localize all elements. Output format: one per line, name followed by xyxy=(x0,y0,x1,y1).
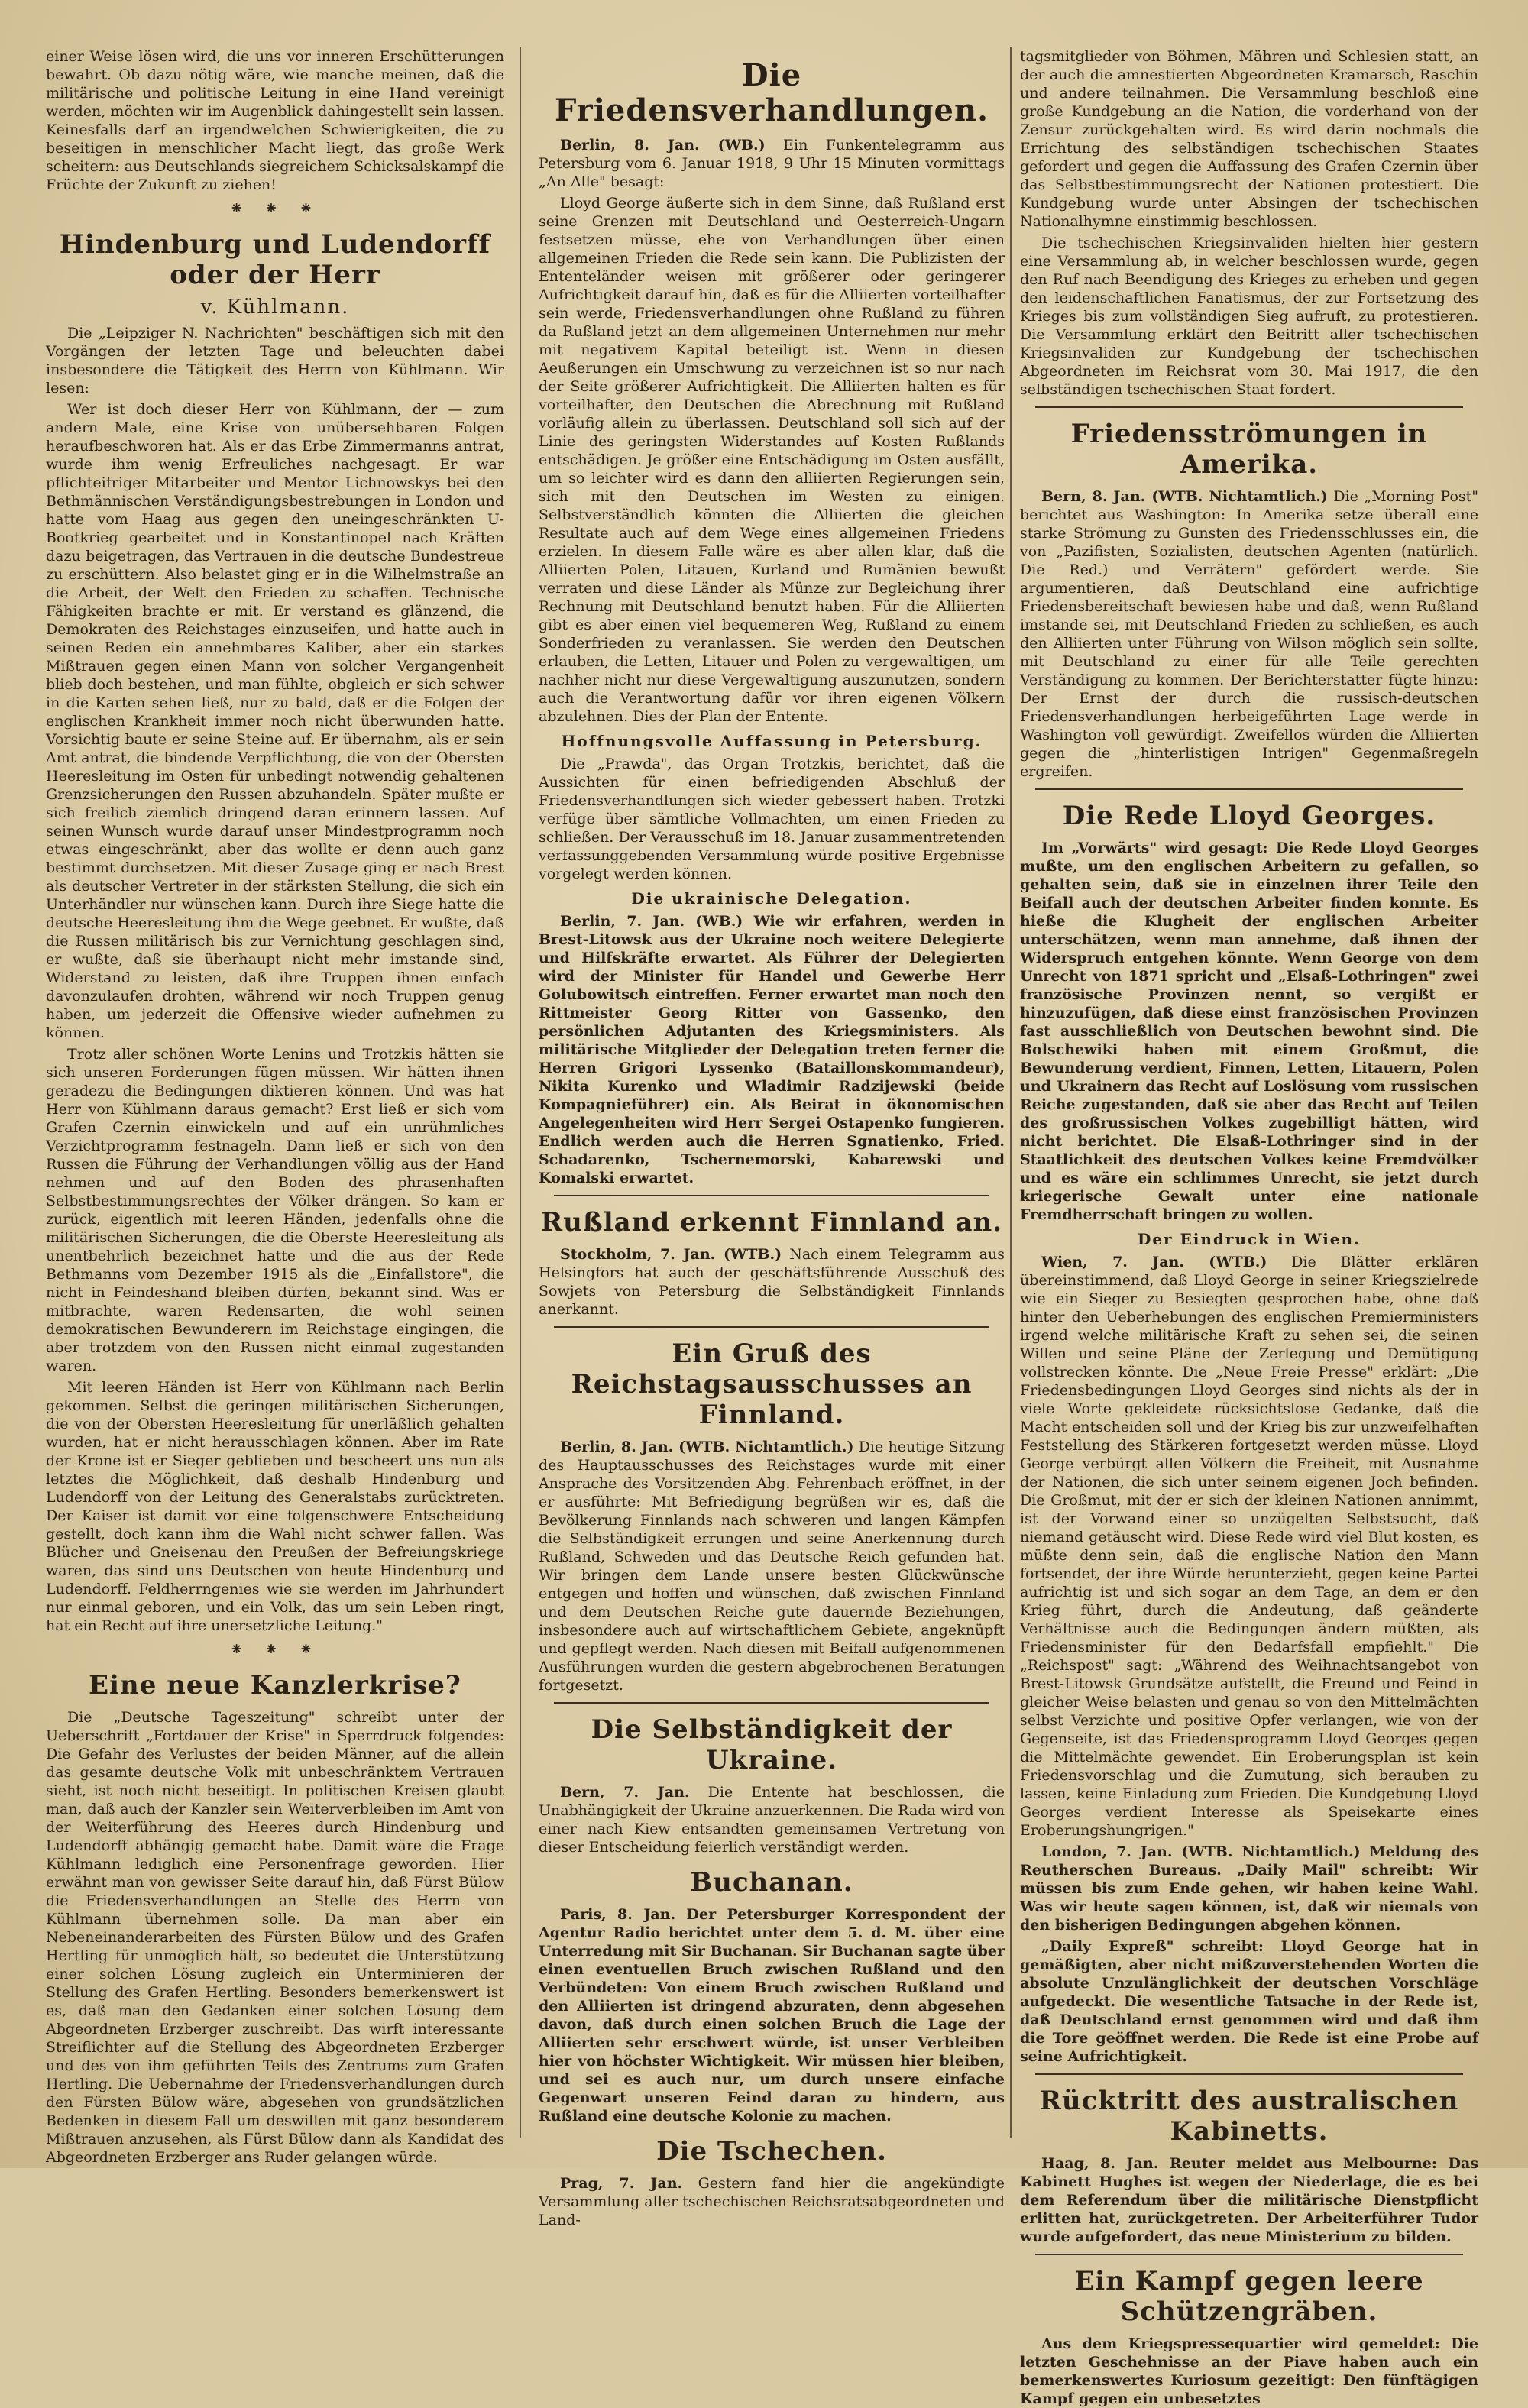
article-text: Der Petersburger Korrespondent der Agentur Radio berichtet unter dem 5. d. M. über eine Unterredung mit Sir Buchanan. Sir Buchanan sagte über einen eventuellen Bruch zwischen Rußland und den Verbündeten: Von einem Bruch zwischen Rußland und den Alliierten ist dringend abzuraten, denn abgesehen davon, daß durch einen solchen Bruch die Lage der Alliierten sehr erschwert würde, ist unser Verbleiben hier von höchster Wichtigkeit. Wir müssen hier bleiben, und sei es auch nur, um durch unsere einfache Gegenwart unseren Feind daran zu hindern, aus Rußland eine deutsche Kolonie zu machen. xyxy=(539,1906,1005,2125)
article-text: Wie wir erfahren, werden in Brest-Litowsk aus der Ukraine noch weitere Delegierte und Hilfskräfte erwartet. Als Führer der Delegierten wird der Minister für Handel und Gewerbe Herr Golubowitsch eintreffen. Ferner erwartet man noch den Rittmeister Georg Ritter von Gassenko, den persönlichen Adjutanten des Kriegsministers. Als militärische Mitglieder der Delegation treten ferner die Herren Grigori Lyssenko (Bataillonskommandeur), Nikita Kurenko und Wladimir Radzijewski (beide Kompagnieführer) ein. Als Beirat in ökonomischen Angelegenheiten wird Herr Sergei Ostapenko fungieren. Endlich werden auch die Herren Sgnatienko, Fried. Schadarenko, Tschernemorski, Kabarewski und Komalski erwartet. xyxy=(539,913,1005,1186)
article-text: Trotz aller schönen Worte Lenins und Trotzkis hätten sie sich unseren Forderungen fügen müssen. Wir hätten ihnen geradezu die Bedingungen diktieren können. Und was hat Herr von Kühlmann daraus gemacht? Erst ließ er sich vom Grafen Czernin einwickeln und auf ein unrühmliches Verzichtprogramm festnageln. Dann ließ er sich von den Russen die Führung der Verhandlungen völlig aus der Hand nehmen und auf den Boden des phrasenhaften Selbstbestimmungsrechtes der Völker drängen. So kam er zurück, eigentlich mit leeren Händen, jedenfalls ohne die militärischen Sicherungen, die die Oberste Heeresleitung als unentbehrlich bezeichnet hatte und die aus der Rede Bethmanns vom Dezember 1915 als die „Einfallstore", die nicht in Feindeshand bleiben dürfen, bekannt sind. Was er mitbrachte, waren Redensarten, die wohl seinen demokratischen Bewunderern im Reichstage eingingen, die aber trotzdem von den Russen nicht einmal zugestanden waren. xyxy=(46,1046,504,1374)
headline: Rücktritt des australischen Kabinetts. xyxy=(1039,2086,1459,2147)
headline: Die Selbständigkeit der Ukraine. xyxy=(591,1714,953,1775)
dateline: Stockholm, 7. Jan. (WTB.) xyxy=(560,1246,782,1263)
subheadline: Die ukrainische Delegation. xyxy=(631,889,912,908)
headline: Hindenburg und Ludendorff oder der Herr xyxy=(59,229,491,290)
divider xyxy=(1035,2073,1463,2075)
article-text: Lloyd George äußerte sich in dem Sinne, daß Rußland erst seine Grenzen mit Deutschland und Oesterreich-Ungarn festsetzen müsse, ehe von Verhandlungen über einen allgemeinen Frieden die Rede sein kann. Die Publizisten der Ententeländer weisen mit größerer oder geringerer Aufrichtigkeit darauf hin, daß es für die Alliierten vorteilhafter sein werde, Friedensverhandlungen ohne Rußland zu führen da Rußland jetzt an dem allgemeinen Unternehmen nur mehr mit negativem Kapital beteiligt ist. Wenn in diesen Aeußerungen ein Umschwung zu verzeichnen ist so nur nach der Seite größerer Aufrichtigkeit. Die Alliierten halten es für vorteilhafter, den Deutschen die Abrechnung mit Rußland vorläufig allein zu überlassen. Deutschland soll sich auf der Linie des geringsten Widerstandes auf Kosten Rußlands entschädigen. Je größer eine Entschädigung im Osten ausfällt, um so leichter wird es dann den alliierten Regierungen sein, sich mit den Deutschen im Westen zu einigen. Selbstverständlich könnten die Alliierten die gleichen Resultate auch auf dem Wege eines allgemeinen Friedens erzielen. In diesem Falle wäre es aber allen klar, daß die Alliierten Polen, Litauen, Kurland und Rumänien bewußt verraten und diese Länder als Münze zur Begleichung ihrer Rechnung mit Deutschland benutzt haben. Für die Alliierten gibt es aber einen viel bequemeren Weg, Rußland zu einem Sonderfrieden zu veranlassen. Sie werden den Deutschen erlauben, die Letten, Litauer und Polen zu vergewaltigen, um nachher nicht nur diese Vergewaltigung auszunutzen, sondern auch die Verantwortung dafür vor ihren eigenen Völkern abzulehnen. Dies der Plan der Entente. xyxy=(539,195,1005,725)
article-text: Meldung des Reutherschen Bureaus. „Daily Mail" schreibt: Wir müssen bis zum Ende gehen, wir haben keine Wahl. Was wir heute sagen können, ist, daß wir niemals von den bisherigen Bedingungen abgehen können. xyxy=(1020,1843,1478,1934)
divider xyxy=(1035,788,1463,790)
article-text: Im „Vorwärts" wird gesagt: Die Rede Lloyd Georges mußte, um den englischen Arbeitern zu gefallen, so gehalten sein, daß sie in einzelnen ihrer Teile den Beifall auch der deutschen Arbeiter finden konnte. Es hieße die Klugheit der englischen Arbeiter unterschätzen, wenn man annehme, daß ihnen der Widerspruch entgehen könnte. Wenn George von dem Unrecht von 1871 spricht und „Elsaß-Lothringen" zwei französische Provinzen nennt, so vergißt er hinzuzufügen, daß diese einst französischen Provinzen fast ausschließlich von Deutschen bewohnt sind. Die Bolschewiki haben mit einem Großmut, die Bewunderung verdient, Finnen, Letten, Litauern, Polen und Ukrainern das Recht auf Loslösung vom russischen Reiche zugestanden, daß sie aber das Recht auf Teilen des großrussischen Volkes zugebilligt hätten, wird nicht berichtet. Die Elsaß-Lothringer sind in der Staatlichkeit des deutschen Volkes keine Fremdvölker und es wäre ein schlimmes Unrecht, sie jetzt durch kriegerische Gewalt unter eine nationale Fremdherrschaft bringen zu wollen. xyxy=(1020,840,1478,1223)
article-text: Aus dem Kriegspressequartier wird gemeldet: Die letzten Geschehnisse an der Piave haben auch ein bemerkenswertes Kuriosum gezeitigt: Den fünftägigen Kampf gegen ein unbesetztes xyxy=(1020,2335,1478,2407)
dateline: Wien, 7. Jan. (WTB.) xyxy=(1041,1254,1267,1270)
headline: Ein Kampf gegen leere Schützengräben. xyxy=(1074,2266,1424,2327)
article-text: Nach einem Telegramm aus Helsingfors hat auch der geschäftsführende Ausschuß des Sowjets von Petersburg die Selbständigkeit Finnlands anerkannt. xyxy=(539,1246,1005,1318)
headline: Buchanan. xyxy=(690,1867,853,1898)
article-text: tagsmitglieder von Böhmen, Mähren und Schlesien statt, an der auch die amnestierten Abgeordneten Kramarsch, Raschin und andere teilnahmen. Die Versammlung beschloß eine große Kundgebung an die Nation, die vorderhand von der Zensur zurückgehalten wird. Es wird darin nochmals die Errichtung des selbständigen tschechischen Staates gefordert und gegen die Auffassung des Grafen Czernin über das Selbstbestimmungsrecht der Nationen protestiert. Die Kundgebung wurde unter Absingen der tschechischen Nationalhymne einstimmig beschlossen. xyxy=(1020,48,1478,230)
dateline: Berlin, 8. Jan. (WB.) xyxy=(560,137,766,154)
dateline: Prag, 7. Jan. xyxy=(560,2175,683,2192)
dateline: Haag, 8. Jan. xyxy=(1041,2155,1159,2172)
article-text: Die tschechischen Kriegsinvaliden hielten hier gestern eine Versammlung ab, in welcher beschlossen wurde, gegen den Ruf nach Beendigung des Krieges zu erheben und gegen den leidenschaftlichen Fanatismus, der zur Fortsetzung des Krieges bis zum vollständigen Sieg aufruft, zu protestieren. Die Versammlung erklärt den Beitritt aller tschechischen Kriegsinvaliden zur Kundgebung der tschechischen Abgeordneten im Reichsrat vom 30. Mai 1917, die den selbständigen tschechischen Staat fordert. xyxy=(1020,235,1478,398)
headline: Ein Gruß des Reichstagsausschusses an Finnland. xyxy=(571,1338,973,1430)
article-text: Gestern fand hier die angekündigte Versammlung aller tschechischen Reichsratsabgeordneten und Land- xyxy=(539,2175,1005,2228)
column-1 xyxy=(46,47,504,2166)
headline: Die Friedensverhandlungen. xyxy=(554,57,989,128)
subheadline: Hoffnungsvolle Auffassung in Petersburg. xyxy=(561,732,983,750)
dateline: Berlin, 8. Jan. (WTB. Nichtamtlich.) xyxy=(560,1439,854,1455)
article-text: Mit leeren Händen ist Herr von Kühlmann nach Berlin gekommen. Selbst die geringen militärischen Sicherungen, die von der Obersten Heeresleitung für unerläßlich gehalten wurden, hat er nicht herausschlagen können. Aber im Rate der Krone ist er Sieger geblieben und bescheert uns nun als letztes die Möglichkeit, daß deshalb Hindenburg und Ludendorff von der Leitung des Generalstabs zurücktreten. Der Kaiser ist damit vor eine folgenschwere Entscheidung gestellt, doch kann ihm die Wahl nicht schwer fallen. Was Blücher und Gneisenau den Preußen der Befreiungskriege waren, das sind uns Deutschen von heute Hindenburg und Ludendorff. Feldherrngenies wie sie werden im Jahrhundert nur einmal geboren, und ein Volk, das um sein Leben ringt, hat ein Recht auf ihre unersetzliche Leitung." xyxy=(46,1379,504,1634)
headline: Die Rede Lloyd Georges. xyxy=(1062,801,1436,831)
headline: Eine neue Kanzlerkrise? xyxy=(89,1670,461,1701)
column-rule xyxy=(520,47,521,2138)
article-text: Die heutige Sitzung des Hauptausschusses des Reichstages wurde mit einer Ansprache des Vorsitzenden Abg. Fehrenbach eröffnet, in der er ausführte: Mit Befriedigung begrüßen wir es, daß die Bevölkerung Finnlands nach schweren und langen Kämpfen die Selbständigkeit errungen und seine Anerkennung durch Rußland, Schweden und das Deutsche Reich gefunden hat. Wir bringen dem Lande unsere besten Glückwünsche entgegen und hoffen und wünschen, daß zwischen Finnland und dem Deutschen Reiche gute dauernde Beziehungen, insbesondere auch auf wirtschaftlichem Gebiete, angeknüpft und gepflegt werden. Nach diesen mit Beifall aufgenommenen Ausführungen wurden die gestern abgebrochenen Beratungen fortgesetzt. xyxy=(539,1439,1005,1694)
article-text: Die Entente hat beschlossen, die Unabhängigkeit der Ukraine anzuerkennen. Die Rada wird von einer nach Kiew entsandten gemeinsamen Vertretung von dieser Entscheidung feierlich verständigt werden. xyxy=(539,1784,1005,1856)
ornament: ⁕ ⁕ ⁕ xyxy=(229,1640,321,1659)
headline: Die Tschechen. xyxy=(656,2136,887,2167)
column-3 xyxy=(1020,47,1479,2407)
headline-sub: v. Kühlmann. xyxy=(200,296,350,319)
article-text: Die „Deutsche Tageszeitung" schreibt unter der Ueberschrift „Fortdauer der Krise" in Sperrdruck folgendes: Die Gefahr des Verlustes der beiden Männer, auf die allein das gesamte deutsche Volk mit unbeschränktem Vertrauen sieht, ist noch nicht beseitigt. In politischen Kreisen glaubt man, daß auch der Kanzler sein Weiterverbleiben im Amt von der Weiterführung des Heeres durch Hindenburg und Ludendorff abhängig gemacht habe. Damit wäre die Frage Kühlmann lediglich eine Personenfrage geworden. Hier erwähnt man von gewisser Seite darauf hin, daß Fürst Bülow die Friedensverhandlungen an Stelle des Herrn von Kühlmann übernehmen solle. Da man aber ein Nebeneinanderarbeiten des Fürsten Bülow und des Grafen Hertling für unmöglich hält, so bedeutet die Unterstützung einer solchen Lösung zugleich ein Unterminieren der Stellung des Grafen Hertling. Besonders bemerkenswert ist es, daß man den Gedanken einer solchen Lösung dem Abgeordneten Erzberger zuschreibt. Das wirft interessante Streiflichter auf die Stellung des Abgeordneten Erzberger und des von ihm geführten Teils des Zentrums zum Grafen Hertling. Die Uebernahme der Friedensverhandlungen durch den Fürsten Bülow wäre, abgesehen von grundsätzlichen Bedenken in diesem Fall um deswillen mit ganz besonderem Mißtrauen anzusehen, als Fürst Bülow dann als Kandidat des Abgeordneten Erzberger ans Ruder gelangen würde. xyxy=(46,1709,504,2166)
article-text: Die Blätter erklären übereinstimmend, daß Lloyd George in seiner Kriegszielrede wie ein Sieger zu Besiegten gesprochen habe, ohne daß hinter den Ueberhebungen des englischen Premierministers irgend welche militärische Kraft zu sehen sei, die seinen Willen und seine Pläne der Zerlegung und Demütigung vollstrecken könnte. Die „Neue Freie Presse" erklärt: „Die Friedensbedingungen Lloyd Georges sind nichts als der in viele Worte gekleidete rücksichtslose Gedanke, daß die Macht entscheiden soll und der Krieg bis zur unzweifelhaften Feststellung des Stärkeren fortgesetzt werden müsse. Lloyd George verbürgt allen Völkern die Freiheit, mit Ausnahme der Nationen, die sich unter seinem eigenen Joch befinden. Die Großmut, mit der er sich der kleinen Nationen annimmt, ist der Vorwand einer so unzügelten Selbstsucht, daß niemand getäuscht wird. Diese Rede wird viel Blut kosten, es müßte denn sein, daß die englische Nation den Mann fortsendet, der ihre Würde herunterzieht, gegen keine Partei aufrichtig ist und sich sogar an dem Tage, an dem er den Krieg führt, durch die Andeutung, daß geänderte Verhältnisse auch die Bedingungen ändern müßten, als Friedensminister für den Bedarfsfall empfiehlt." Die „Reichspost" sagt: „Während des Weihnachtsangebot von Brest-Litowsk Grundsätze aufstellt, die Freund und Feind in gleicher Weise belasten und genau so von den Mittelmächten selbst Verzichte und positive Opfer verlangen, wie von der Gegenseite, ist das Friedensprogramm Lloyd Georges gegen die Mittelmächte gewendet. Ein Eroberungsplan ist kein Friedensvorschlag und die Zumutung, sich berauben zu lassen, keine Einladung zum Frieden. Die Kundgebung Lloyd Georges verdient Interesse als Speisekarte eines Eroberungshungrigen." xyxy=(1020,1254,1479,1839)
divider xyxy=(554,1326,989,1328)
headline: Friedensströmungen in Amerika. xyxy=(1070,419,1428,480)
dateline: Paris, 8. Jan. xyxy=(560,1906,676,1923)
article-text: Wer ist doch dieser Herr von Kühlmann, der — zum andern Male, eine Krise von unübersehbaren Folgen heraufbeschworen hat. Als er das Erbe Zimmermanns antrat, wurde ihm wenig Erfreuliches nachgesagt. Er war pflichteifriger Mitarbeiter und Mentor Lichnowskys bei den Bethmännischen Verständigungsbestrebungen in London und hatte vom Haag aus gegen den uneingeschränkten U-Bootkrieg gearbeitet und in Konstantinopel nach Kräften dazu beigetragen, das Vertrauen in die deutsche Bundestreue zu erschüttern. Also belastet ging er in die Wilhelmstraße an die Arbeit, der Welt den Frieden zu schaffen. Technische Fähigkeiten brachte er mit. Er verstand es glänzend, die Demokraten des Reichstages einzuseifen, und hatte auch in seinen Reden ein annehmbares Kaliber, aber ein starkes Mißtrauen gegen einen Mann von solcher Vergangenheit blieb doch bestehen, und man fühlte, obgleich er sich schwer in die Karten sehen ließ, nur zu bald, daß er die Folgen der englischen Krankheit immer noch nicht überwunden hatte. Vorsichtig baute er seine Steine auf. Er übernahm, als er sein Amt antrat, die bindende Verpflichtung, die von der Obersten Heeresleitung im Osten für unbedingt notwendig gehaltenen Grenzsicherungen den Russen abzuhandeln. Später mußte er sich freilich ziemlich dringend daran erinnern lassen. Auf seinen Wunsch wurde darauf unser Mindestprogramm noch etwas eingeschränkt, aber das wollte er denn auch ganz bestimmt durchsetzen. Mit dieser Zusage ging er nach Brest als deutscher Vertreter in der stärksten Stellung, die sich ein Unterhändler nur wünschen kann. Durch ihre Siege hatte die deutsche Heeresleitung ihm die Wege geebnet. Er wußte, daß die Russen militärisch bis zur Vernichtung geschlagen sind, er wußte, daß sie überhaupt nicht mehr imstande sind, Widerstand zu leisten, daß ihre Truppen ihnen einfach davonzulaufen drohten, während wir noch Truppen genug haben, um jederzeit die Offensive wieder aufnehmen zu können. xyxy=(46,401,504,1041)
divider xyxy=(554,1702,989,1704)
subheadline: Der Eindruck in Wien. xyxy=(1137,1230,1361,1248)
article-text: „Daily Expreß" schreibt: Lloyd George hat in gemäßigten, aber nicht mißzuverstehenden Worten die absolute Unzulänglichkeit der deutschen Vorschläge aufgedeckt. Die wesentliche Tatsache in der Rede ist, daß Deutschland ernst genommen wird und daß ihm die Tore geöffnet werden. Die Rede ist eine Probe auf seine Aufrichtigkeit. xyxy=(1020,1938,1478,2065)
divider xyxy=(1035,2254,1463,2255)
column-2 xyxy=(539,47,1005,2228)
dateline: Bern, 7. Jan. xyxy=(560,1784,690,1801)
divider xyxy=(1035,406,1463,408)
dateline: Berlin, 7. Jan. (WB.) xyxy=(560,913,743,930)
article-text: Die „Morning Post" berichtet aus Washington: In Amerika setze überall eine starke Strömung zu Gunsten des Friedensschlusses ein, die von „Pazifisten, Sozialisten, deutschen Agenten (natürlich. Die Red.) und Verrätern" gefördert werde. Sie argumentieren, daß Deutschland eine aufrichtige Friedensbereitschaft bewiesen habe und daß, wenn Rußland imstande sei, mit Deutschland Frieden zu schließen, es auch den Alliierten unter Führung von Wilson möglich sein sollte, mit Deutschland zu einer für alle Teile gerechten Verständigung zu kommen. Der Berichterstatter fügte hinzu: Der Ernst der durch die russisch-deutschen Friedensverhandlungen herbeigeführten Lage werde in Washington voll gewürdigt. Zweifellos würden die Alliierten gegen die „hinterlistigen Intrigen" Gegenmaßregeln ergreifen. xyxy=(1020,488,1479,780)
dateline: Bern, 8. Jan. (WTB. Nichtamtlich.) xyxy=(1041,488,1328,505)
article-text: Reuter meldet aus Melbourne: Das Kabinett Hughes ist wegen der Niederlage, die es bei dem Referendum über die militärische Dienstpflicht erlitten hat, zurückgetreten. Der Arbeiterführer Tudor wurde aufgefordert, das neue Ministerium zu bilden. xyxy=(1020,2155,1478,2245)
dateline: London, 7. Jan. (WTB. Nichtamtlich.) xyxy=(1041,1843,1361,1860)
divider xyxy=(554,1195,989,1196)
ornament: ⁕ ⁕ ⁕ xyxy=(229,199,321,218)
headline: Rußland erkennt Finnland an. xyxy=(540,1207,1003,1238)
column-rule xyxy=(1010,47,1012,2138)
article-text: einer Weise lösen wird, die uns vor inneren Erschütterungen bewahrt. Ob dazu nötig wäre, wie manche meinen, daß die militärische und politische Leitung in eine Hand vereinigt werden, möchten wir im Augenblick dahingestellt sein lassen. Keinesfalls darf an irgendwelchen Schwierigkeiten, die zu beseitigen in menschlicher Macht liegt, das große Werk scheitern: aus Deutschlands siegreichem Schicksalskampf die Früchte der Zukunft zu ziehen! xyxy=(46,48,504,193)
article-text: Die „Leipziger N. Nachrichten" beschäftigen sich mit den Vorgängen der letzten Tage und beleuchten dabei insbesondere die Tätigkeit des Herrn von Kühlmann. Wir lesen: xyxy=(46,325,504,396)
article-text: Ein Funkentelegramm aus Petersburg vom 6. Januar 1918, 9 Uhr 15 Minuten vormittags „An Alle" besagt: xyxy=(539,137,1005,190)
article-text: Die „Prawda", das Organ Trotzkis, berichtet, daß die Aussichten für einen befriedigenden Abschluß der Friedensverhandlungen sich wieder gebessert haben. Trotzki verfüge über sämtliche Vollmachten, um einen Frieden zu schließen. Der Verausschuß im 18. Januar zusammentretenden verfassunggebenden Versammlung würde positive Ergebnisse vorgelegt werden können. xyxy=(539,756,1005,882)
